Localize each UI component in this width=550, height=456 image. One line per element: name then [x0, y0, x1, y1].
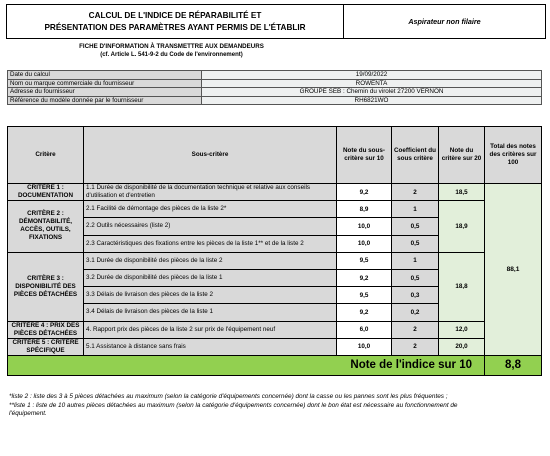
subcriterion-coef: 2 [392, 321, 439, 338]
footnote-list1-cont: l'équipement. [9, 410, 47, 418]
criterion-5-note: 20,0 [439, 338, 485, 355]
table-row [8, 252, 542, 269]
subcriterion-coef: 1 [392, 201, 439, 218]
subcriterion-label: 3.3 Délais de livraison des pièces de la liste 2 [84, 287, 337, 304]
criterion-3: CRITÈRE 3 : DISPONIBILITÉ DES PIÈCES DÉTACHÉES [8, 252, 84, 321]
subcriterion-coef: 1 [392, 252, 439, 269]
subcriterion-coef: 0,5 [392, 235, 439, 252]
subcriterion-coef: 2 [392, 338, 439, 355]
info-value: 19/09/2022 [202, 71, 542, 80]
info-value: GROUPE SEB : Chemin du virolet 27200 VERNON [202, 88, 542, 97]
info-label: Référence du modèle donnée par le fournisseur [8, 96, 202, 105]
info-label: Date du calcul [8, 71, 202, 80]
subtitle-line1: FICHE D'INFORMATION À TRANSMETTRE AUX DEMANDEURS [79, 43, 264, 50]
col-header-total: Total des notes des critères sur 100 [485, 127, 542, 184]
criterion-1: CRITÈRE 1 : DOCUMENTATION [8, 184, 84, 201]
supplier-info-table [7, 70, 542, 105]
criterion-5: CRITÈRE 5 : CRITÈRE SPÉCIFIQUE [8, 338, 84, 355]
info-label: Adresse du fournisseur [8, 88, 202, 97]
subcriterion-note: 9,2 [337, 184, 392, 201]
info-value: ROWENTA [202, 79, 542, 88]
subcriterion-note: 9,5 [337, 252, 392, 269]
subcriterion-note: 9,2 [337, 269, 392, 286]
subtitle-line2: (cf. Article L. 541-9-2 du Code de l'environnement) [100, 52, 243, 58]
subcriterion-note: 6,0 [337, 321, 392, 338]
info-row [8, 96, 542, 105]
info-row [8, 71, 542, 80]
col-header-critere: Critère [8, 127, 84, 184]
header-title-line2: PRÉSENTATION DES PARAMÈTRES AYANT PERMIS DE L'ÉTABLIR [44, 22, 306, 32]
subcriterion-label: 1.1 Durée de disponibilité de la documentation technique et relative aux conseils d'utilisation et d'entretien [84, 184, 337, 201]
criterion-2: CRITÈRE 2 : DÉMONTABILITÉ, ACCÈS, OUTILS, FIXATIONS [8, 201, 84, 253]
subcriterion-label: 3.2 Durée de disponibilité des pièces de la liste 1 [84, 269, 337, 286]
criterion-3-note: 18,8 [439, 252, 485, 321]
subcriterion-note: 9,2 [337, 304, 392, 321]
col-header-coef: Coefficient du sous critère [392, 127, 439, 184]
subcriterion-coef: 0,3 [392, 287, 439, 304]
subcriterion-label: 2.3 Caractéristiques des fixations entre les pièces de la liste 1** et de la liste 2 [84, 235, 337, 252]
footnote-list2: *liste 2 : liste des 3 à 5 pièces détachées au maximum (selon la catégorie d'équipements concernée) dont la casse ou les pannes sont les plus fréquentes ; [9, 393, 448, 400]
subcriterion-note: 10,0 [337, 235, 392, 252]
criterion-4-note: 12,0 [439, 321, 485, 338]
info-value: RH6821WO [202, 96, 542, 105]
info-row [8, 79, 542, 88]
header-box [6, 4, 546, 39]
subcriterion-note: 9,5 [337, 287, 392, 304]
subcriterion-label: 3.4 Délais de livraison des pièces de la liste 1 [84, 304, 337, 321]
info-row [8, 88, 542, 97]
subcriterion-label: 4. Rapport prix des pièces de la liste 2 sur prix de l'équipement neuf [84, 321, 337, 338]
subcriterion-label: 2.2 Outils nécessaires (liste 2) [84, 218, 337, 235]
subcriterion-label: 3.1 Durée de disponibilité des pièces de la liste 2 [84, 252, 337, 269]
score-table [7, 126, 542, 376]
col-header-note10: Note du sous-critère sur 10 [337, 127, 392, 184]
header-title-line1: CALCUL DE L'INDICE DE RÉPARABILITÉ ET [88, 10, 262, 20]
header-title [7, 5, 344, 38]
criterion-2-note: 18,9 [439, 201, 485, 253]
info-label: Nom ou marque commerciale du fournisseur [8, 79, 202, 88]
final-score-row [8, 355, 542, 375]
subcriterion-coef: 0,2 [392, 304, 439, 321]
table-row [8, 184, 542, 201]
table-row [8, 338, 542, 355]
table-row [8, 321, 542, 338]
subcriterion-coef: 0,5 [392, 218, 439, 235]
criterion-1-note: 18,5 [439, 184, 485, 201]
product-type: Aspirateur non filaire [408, 17, 481, 26]
table-header-row [8, 127, 542, 184]
footnote-list1: **liste 1 : liste de 10 autres pièces détachées au maximum (selon la catégorie d'équipements concernée) dont le bon état est nécessaire au fonctionnement de [9, 401, 458, 409]
final-score-label: Note de l'indice sur 10 [8, 355, 485, 375]
subcriterion-note: 10,0 [337, 338, 392, 355]
final-score-value: 8,8 [485, 355, 542, 375]
subcriterion-label: 5.1 Assistance à distance sans frais [84, 338, 337, 355]
criterion-4: CRITÈRE 4 : PRIX DES PIÈCES DÉTACHÉES [8, 321, 84, 338]
subcriterion-note: 8,9 [337, 201, 392, 218]
table-row [8, 201, 542, 218]
subcriterion-note: 10,0 [337, 218, 392, 235]
col-header-note20: Note du critère sur 20 [439, 127, 485, 184]
total-score: 88,1 [485, 184, 542, 356]
col-header-sous-critere: Sous-critère [84, 127, 337, 184]
footnotes [9, 393, 541, 419]
subcriterion-coef: 0,5 [392, 269, 439, 286]
subcriterion-coef: 2 [392, 184, 439, 201]
subcriterion-label: 2.1 Facilité de démontage des pièces de la liste 2* [84, 201, 337, 218]
